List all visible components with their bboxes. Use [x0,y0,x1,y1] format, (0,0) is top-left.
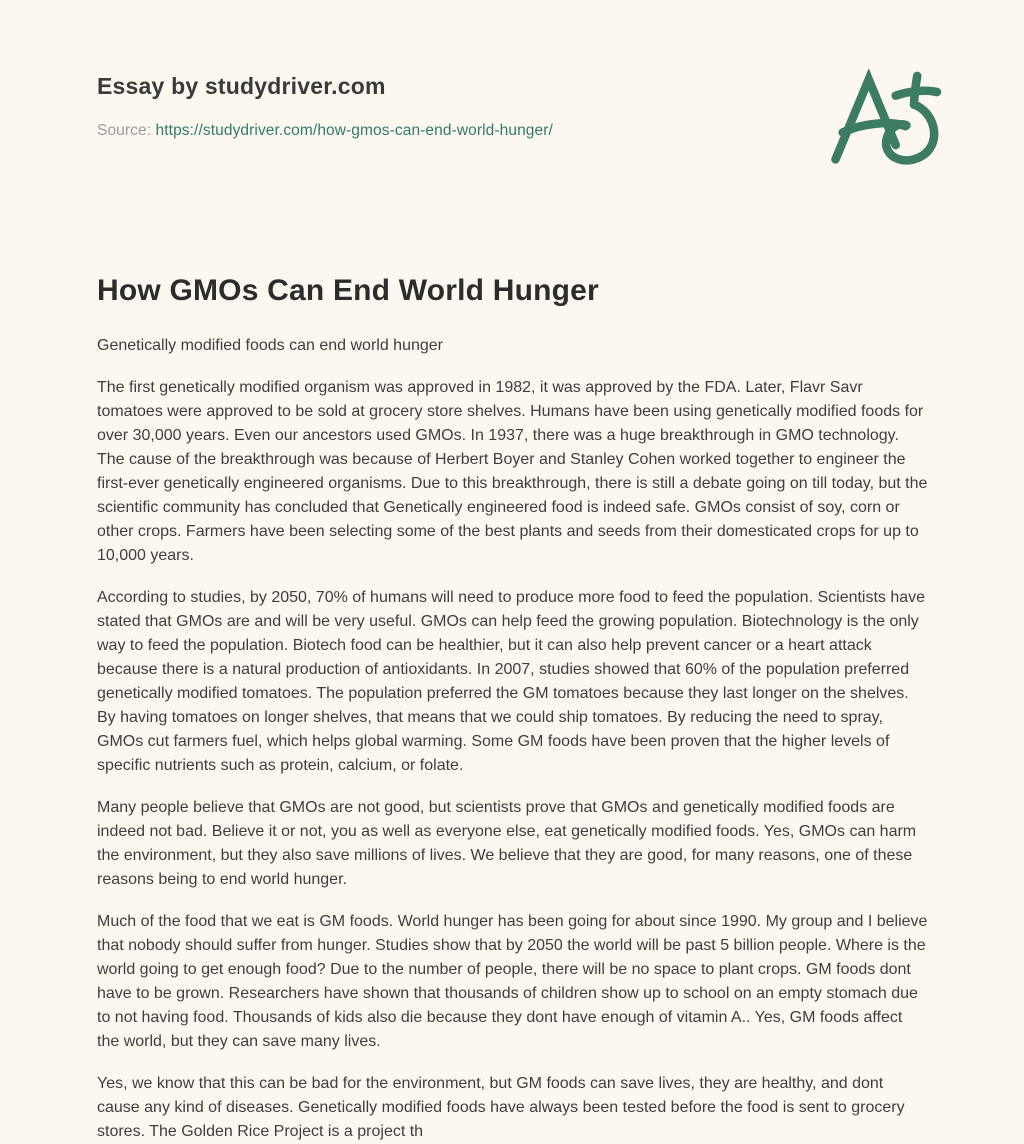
essay-title: How GMOs Can End World Hunger [97,274,599,307]
essay-paragraph-3: Many people believe that GMOs are not good, but scientists prove that GMOs and genetically modified foods are indeed not bad. Believe it or not, you as well as everyone else, eat genetically modified foods. Yes, GMOs can harm the environment, but they also save millions of lives. We believe that they are good, for many reasons, one of these reasons being to end world hunger. [97,799,917,888]
essay-paragraph-5: Yes, we know that this can be bad for the environment, but GM foods can save lives, they are healthy, and dont cause any kind of diseases. Genetically modified foods have always been tested before the food is sent to grocery stores. The Golden Rice Project is a project th [97,1075,905,1140]
header-text-block [97,73,553,140]
essay-paragraph-2: According to studies, by 2050, 70% of humans will need to produce more food to feed the population. Scientists have stated that GMOs are and will be very useful. GMOs can help feed the growing population. Biotechnology is the only way to feed the population. Biotech food can be healthier, but it can also help prevent cancer or a heart attack because there is a natural production of antioxidants. In 2007, studies showed that 60% of the population preferred genetically modified tomatoes. The population preferred the GM tomatoes because they last longer on the shelves. By having tomatoes on longer shelves, that means that we could ship tomatoes. By reducing the need to spray, GMOs cut farmers fuel, which helps global warming. Some GM foods have been proven that the higher levels of specific nutrients such as protein, calcium, or folate. [97,589,926,774]
source-label: Source: [97,122,152,139]
essay-subtitle: Genetically modified foods can end world hunger [97,337,443,354]
page-header [97,73,946,172]
essay-paragraph-4: Much of the food that we eat is GM foods. World hunger has been going for about since 1990. My group and I believe that nobody should suffer from hunger. Studies show that by 2050 the world will be past 5 billion people. Where is the world going to get enough food? Due to the number of people, there will be no space to plant crops. GM foods dont have to be grown. Researchers have shown that thousands of children show up to school on an empty stomach due to not having food. Thousands of kids also die because they dont have enough of vitamin A.. Yes, GM foods affect the world, but they can save many lives. [97,913,928,1050]
essay-article [97,272,946,1144]
source-line [97,122,553,140]
a-plus-logo-icon [822,66,946,172]
site-title: Essay by studydriver.com [97,73,386,99]
source-link[interactable]: https://studydriver.com/how-gmos-can-end-world-hunger/ [155,122,553,139]
essay-paragraph-1: The first genetically modified organism was approved in 1982, it was approved by the FDA. Later, Flavr Savr tomatoes were approved to be sold at grocery store shelves. Humans have been using genetically modified foods for over 30,000 years. Even our ancestors used GMOs. In 1937, there was a huge breakthrough in GMO technology. The cause of the breakthrough was because of Herbert Boyer and Stanley Cohen worked together to engineer the first-ever genetically engineered organisms. Due to this breakthrough, there is still a debate going on till today, but the scientific community has concluded that Genetically engineered food is indeed safe. GMOs consist of soy, corn or other crops. Farmers have been selecting some of the best plants and seeds from their domesticated crops for up to 10,000 years. [97,379,928,564]
